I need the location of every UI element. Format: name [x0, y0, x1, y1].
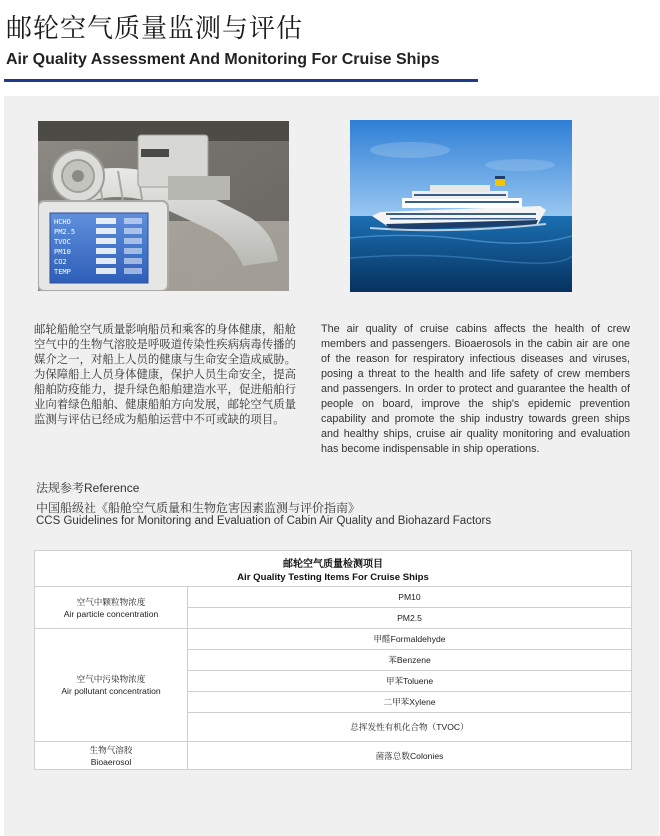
device-screen-row: PM2.5 — [54, 228, 76, 236]
category-name-en: Bioaerosol — [90, 756, 132, 767]
device-screen-row: TVOC — [54, 238, 71, 246]
table-title-en: Air Quality Testing Items For Cruise Ships — [237, 571, 429, 583]
test-item: 二甲苯Xylene — [188, 692, 632, 713]
test-item: 总挥发性有机化合物（TVOC） — [188, 713, 632, 742]
test-item: 苯Benzene — [188, 650, 632, 671]
intro-paragraph-en: The air quality of cruise cabins affects the health of crew members and passengers. Bioaerosols in the cabin air are one of the reason for respiratory infectious diseases and viruses, posing a threat to the health and life safety of crew members and passengers. In order to protect and guarantee the health of people on board, improve the ship's epidemic prevention capability and promote the ship industry towards green ships and healthy ships, cruise air quality monitoring and evaluation has become indispensable in ship operations. — [321, 323, 630, 455]
testing-items-table — [34, 550, 632, 770]
page-title-en: Air Quality Assessment And Monitoring For Cruise Ships — [6, 51, 440, 68]
reference-label: 法规参考Reference — [36, 481, 140, 495]
intro-paragraph-cn: 邮轮船舱空气质量影响船员和乘客的身体健康，船舱空气中的生物气溶胶是呼吸道传染性疾病病毒传播的媒介之一，对船上人员的健康与生命安全造成威胁。为保障船上人员身体健康，保护人员生命安全，提高船舶防疫能力，提升绿色船舶建造水平，促进船舶行业向着绿色船舶、健康船舶方向发展，邮轮空气质量监测与评估已经成为船舶运营中不可或缺的项目。 — [34, 322, 296, 426]
device-screen-row: HCHO — [54, 218, 71, 226]
reference-title-en: CCS Guidelines for Monitoring and Evaluation of Cabin Air Quality and Biohazard Factors — [36, 515, 492, 527]
category-name-en: Air pollutant concentration — [61, 686, 161, 696]
test-item: PM10 — [188, 587, 632, 608]
device-screen-row: CO2 — [54, 258, 67, 266]
table-title-cn: 邮轮空气质量检测项目 — [283, 558, 383, 570]
category-name-en: Air particle concentration — [63, 608, 159, 619]
category-name-cn: 生物气溶胶 — [89, 744, 133, 755]
table-row — [35, 742, 632, 770]
category-name-cn: 空气中污染物浓度 — [76, 674, 146, 684]
category-name-cn: 空气中颗粒物浓度 — [76, 596, 146, 607]
test-item: 甲苯Toluene — [188, 671, 632, 692]
cruise-ship-photo — [350, 120, 572, 292]
device-screen-row: TEMP — [54, 268, 71, 276]
page-title-cn: 邮轮空气质量监测与评估 — [6, 14, 304, 44]
category-cell — [35, 587, 188, 629]
table-header-row — [35, 551, 632, 587]
test-item: PM2.5 — [188, 608, 632, 629]
device-screen-row: PM10 — [54, 248, 71, 256]
table-row — [35, 587, 632, 608]
title-underline — [4, 79, 478, 82]
category-cell — [35, 742, 188, 770]
table-row — [35, 629, 632, 650]
test-item: 甲醛Formaldehyde — [188, 629, 632, 650]
air-monitoring-device-photo — [38, 121, 289, 291]
category-cell — [35, 629, 188, 742]
table-title — [35, 551, 632, 587]
reference-title-cn: 中国船级社《船舱空气质量和生物危害因素监测与评价指南》 — [36, 501, 361, 515]
test-item: 菌落总数Colonies — [188, 742, 632, 770]
